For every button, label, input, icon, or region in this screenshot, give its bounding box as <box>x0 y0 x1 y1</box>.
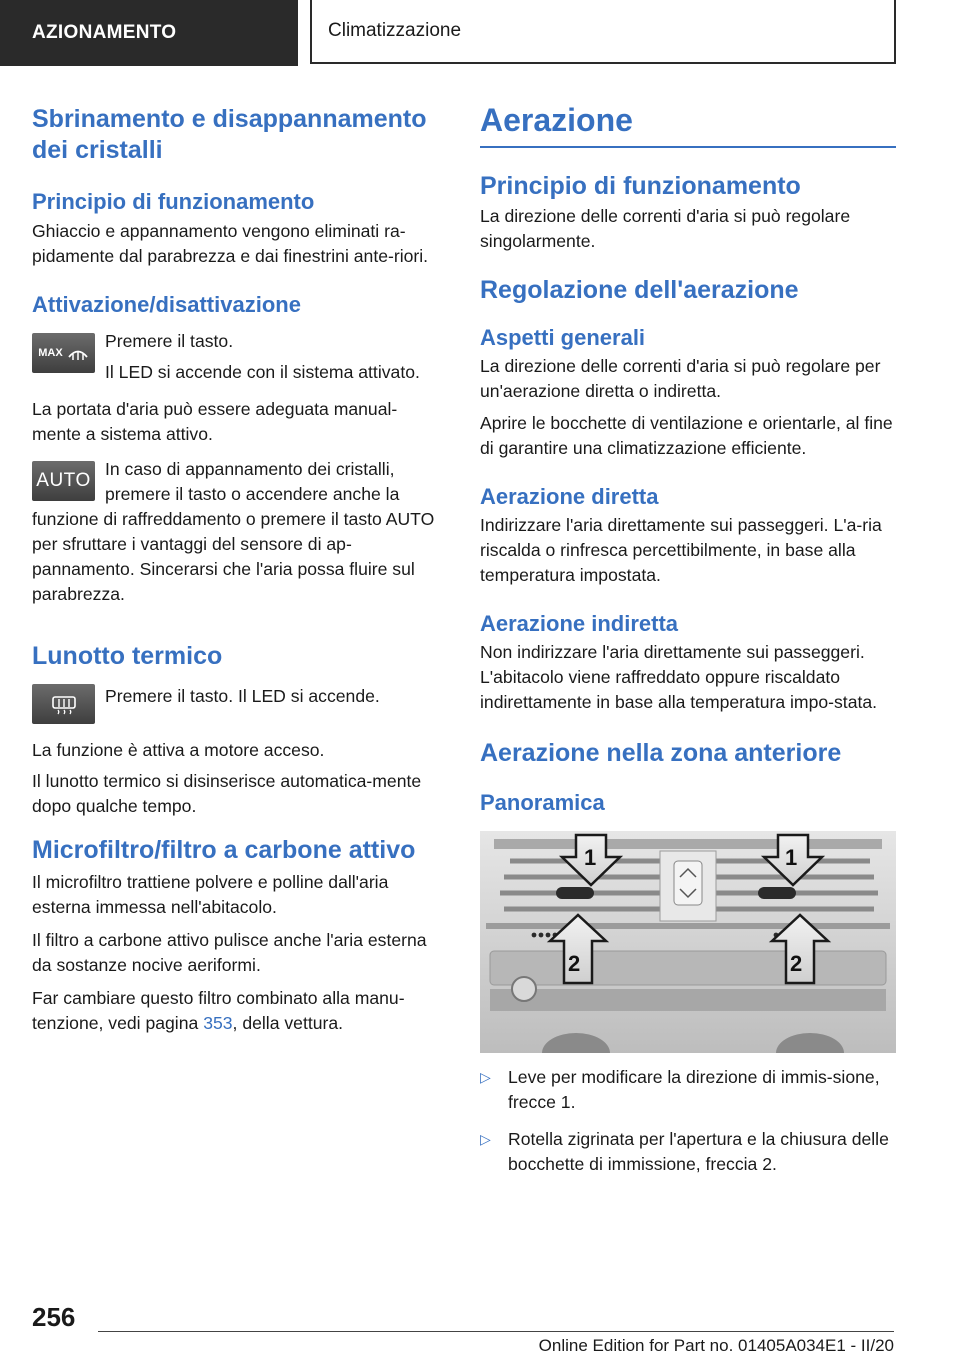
rear-p2: Il lunotto termico si disinserisce automatica-mente dopo qualche tempo. <box>32 771 422 816</box>
principle-text: Ghiaccio e appannamento vengono eliminati ra-pidamente dal parabrezza e dai finestrini ante-riori. <box>32 221 429 266</box>
title-rule <box>480 146 896 148</box>
edition-text: Online Edition for Part no. 01405A034E1 - II/20 <box>538 1336 894 1355</box>
rear-defrost-row <box>32 684 446 730</box>
filter-title: Microfiltro/filtro a carbone attivo <box>32 836 416 864</box>
indirect-title: Aerazione indiretta <box>480 611 679 636</box>
indirect-text: Non indirizzare l'aria direttamente sui passeggeri. L'abitacolo viene raffreddato oppure riscaldato indirettamente in base alla temperatura impo-stata. <box>480 642 878 712</box>
activation-title: Attivazione/disattivazione <box>32 292 301 317</box>
direct-text: Indirizzare l'aria direttamente sui passeggeri. L'a-ria riscalda o rinfresca percettibilmente, in base alla temperatura impostata. <box>480 515 882 585</box>
air-vent-figure <box>480 831 896 1053</box>
arrow-label-1-right: 1 <box>785 845 798 870</box>
right-principle-title: Principio di funzionamento <box>480 172 801 200</box>
overview-title: Panoramica <box>480 790 605 815</box>
bullet-item <box>480 1065 896 1115</box>
front-title: Aerazione nella zona anteriore <box>480 739 842 767</box>
rear-defrost-button-icon <box>32 684 95 724</box>
rear-p1: La funzione è attiva a motore acceso. <box>32 740 325 760</box>
left-column <box>32 100 446 1036</box>
auto-text-first: In caso di appannamento dei cristalli, premere il tasto o accendere anche la <box>105 459 400 504</box>
arrow-label-2-left: 2 <box>568 951 581 976</box>
general-p2: Aprire le bocchette di ventilazione e orientarle, al fine di garantire una climatizzazione efficiente. <box>480 413 893 458</box>
bullet-text: Leve per modificare la direzione di immis-sione, frecce 1. <box>508 1067 880 1112</box>
right-principle-text: La direzione delle correnti d'aria si può regolare singolarmente. <box>480 206 851 251</box>
auto-text-rest: funzione di raffreddamento o premere il tasto AUTO per sfruttare i vantaggi del sensore di ap-pannamento. Sincerarsi che l'aria possa fluire sul parabrezza. <box>32 509 435 604</box>
page-header <box>0 0 960 66</box>
filter-p1: Il microfiltro trattiene polvere e polline dall'aria esterna immessa nell'abitacolo. <box>32 872 389 917</box>
ventilation-title: Aerazione <box>480 102 633 138</box>
defrost-title: Sbrinamento e disappannamento dei cristalli <box>32 105 427 164</box>
auto-row <box>32 457 446 507</box>
arrow-label-2-right: 2 <box>790 951 803 976</box>
windshield-defrost-icon <box>67 344 89 362</box>
auto-button-icon: AUTO <box>32 461 95 501</box>
general-p1: La direzione delle correnti d'aria si può regolare per un'aerazione diretta o indiretta. <box>480 356 881 401</box>
filter-p3: Far cambiare questo filtro combinato alla manu-tenzione, vedi pagina 353, della vettura. <box>32 988 405 1033</box>
airflow-text: La portata d'aria può essere adeguata manual-mente a sistema attivo. <box>32 399 398 444</box>
footer-divider <box>98 1331 894 1332</box>
page-link[interactable]: 353 <box>203 1013 233 1033</box>
max-line-2: Il LED si accende con il sistema attivato. <box>105 362 420 382</box>
general-title: Aspetti generali <box>480 325 646 350</box>
principle-title: Principio di funzionamento <box>32 189 315 214</box>
rear-window-heater-icon <box>50 693 78 715</box>
max-defrost-button-icon: MAX <box>32 333 95 373</box>
chapter-tab: Climatizzazione <box>310 0 896 64</box>
filter-p2: Il filtro a carbone attivo pulisce anche l'aria esterna da sostanze nocive aeriformi. <box>32 930 427 975</box>
adjust-title: Regolazione dell'aerazione <box>480 276 799 304</box>
section-tab: AZIONAMENTO <box>0 0 298 66</box>
max-defrost-row <box>32 329 446 385</box>
rear-window-title: Lunotto termico <box>32 642 223 670</box>
bullet-item <box>480 1127 896 1177</box>
triangle-bullet-icon: ▷ <box>480 1131 491 1147</box>
triangle-bullet-icon: ▷ <box>480 1069 491 1085</box>
air-vent-illustration <box>480 831 896 1053</box>
arrow-label-1-left: 1 <box>584 845 597 870</box>
max-line-1: Premere il tasto. <box>105 331 234 351</box>
page-number: 256 <box>32 1302 76 1332</box>
direct-title: Aerazione diretta <box>480 484 659 509</box>
page-footer <box>0 1296 960 1362</box>
bullet-text: Rotella zigrinata per l'apertura e la chiusura delle bocchette di immissione, freccia 2. <box>508 1129 889 1174</box>
rear-line: Premere il tasto. Il LED si accende. <box>105 686 380 706</box>
right-column <box>480 100 896 1177</box>
